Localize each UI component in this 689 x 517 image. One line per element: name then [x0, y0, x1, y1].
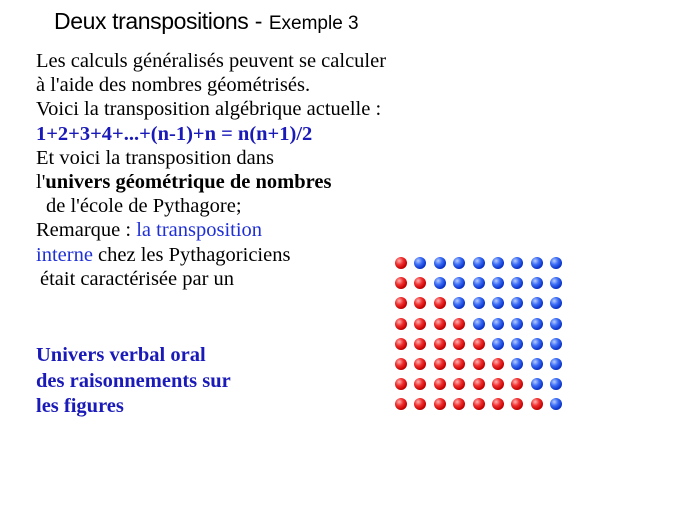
blue-pebble: [531, 257, 543, 269]
red-pebble: [395, 277, 407, 289]
blue-pebble: [550, 318, 562, 330]
blue-pebble: [492, 277, 504, 289]
red-pebble: [395, 257, 407, 269]
red-pebble: [511, 378, 523, 390]
blue-pebble: [511, 338, 523, 350]
text-line-5: Et voici la transposition dans: [36, 146, 274, 169]
blue-pebble: [453, 297, 465, 309]
blue-pebble: [473, 318, 485, 330]
blue-pebble: [511, 277, 523, 289]
red-pebble: [414, 338, 426, 350]
blue-pebble: [550, 358, 562, 370]
text-line-2: à l'aide des nombres géométrisés.: [36, 74, 311, 97]
text-line-10: était caractérisée par un: [40, 267, 235, 290]
text-line-6: [36, 170, 386, 194]
blue-pebble: [453, 277, 465, 289]
red-pebble: [511, 398, 523, 410]
body-text: [36, 49, 386, 291]
blue-pebble: [492, 297, 504, 309]
blue-pebble: [453, 257, 465, 269]
blue-pebble: [550, 338, 562, 350]
blue-pebble: [492, 318, 504, 330]
blue-pebble: [550, 277, 562, 289]
remarque-label: Remarque :: [36, 219, 137, 242]
red-pebble: [434, 398, 446, 410]
blue-pebble: [531, 338, 543, 350]
red-pebble: [414, 398, 426, 410]
blue-pebble: [531, 318, 543, 330]
blue-pebble: [473, 277, 485, 289]
red-pebble: [453, 378, 465, 390]
blue-pebble: [550, 297, 562, 309]
blue-pebble: [550, 398, 562, 410]
verbal-line-2: des raisonnements sur: [36, 369, 231, 392]
blue-pebble: [550, 257, 562, 269]
title-separator: -: [248, 8, 269, 34]
transposition-highlight: la transposition: [136, 219, 263, 242]
blue-pebble: [531, 378, 543, 390]
red-pebble: [414, 318, 426, 330]
blue-pebble: [434, 277, 446, 289]
red-pebble: [473, 338, 485, 350]
text-line-6-prefix: l': [36, 170, 46, 193]
red-pebble: [395, 398, 407, 410]
interne-highlight: interne: [36, 243, 93, 266]
red-pebble: [453, 358, 465, 370]
red-pebble: [434, 318, 446, 330]
blue-pebble: [511, 318, 523, 330]
text-line-1: Les calculs généralisés peuvent se calculer: [36, 50, 387, 72]
univers-geometrique-text: univers géométrique de nombres: [45, 170, 332, 193]
red-pebble: [492, 358, 504, 370]
text-line-9-rest: chez les Pythagoriciens: [92, 243, 291, 266]
red-pebble: [395, 297, 407, 309]
slide-title: [54, 8, 359, 35]
red-pebble: [453, 338, 465, 350]
text-line-3: Voici la transposition algébrique actuelle :: [36, 98, 382, 121]
blue-pebble: [531, 297, 543, 309]
red-pebble: [414, 277, 426, 289]
verbal-universe-block: [36, 343, 231, 420]
blue-pebble: [473, 297, 485, 309]
red-pebble: [414, 378, 426, 390]
red-pebble: [473, 398, 485, 410]
text-line-8: [36, 218, 386, 242]
red-pebble: [492, 378, 504, 390]
red-pebble: [434, 297, 446, 309]
red-pebble: [414, 297, 426, 309]
triangular-number-dot-grid: [395, 257, 562, 410]
text-line-9: [36, 243, 386, 267]
blue-pebble: [492, 338, 504, 350]
red-pebble: [434, 378, 446, 390]
blue-pebble: [550, 378, 562, 390]
blue-pebble: [434, 257, 446, 269]
blue-pebble: [511, 358, 523, 370]
red-pebble: [453, 398, 465, 410]
blue-pebble: [414, 257, 426, 269]
red-pebble: [453, 318, 465, 330]
red-pebble: [395, 338, 407, 350]
red-pebble: [434, 338, 446, 350]
red-pebble: [395, 318, 407, 330]
red-pebble: [492, 398, 504, 410]
blue-pebble: [492, 257, 504, 269]
verbal-line-1: Univers verbal oral: [36, 344, 206, 366]
blue-pebble: [473, 257, 485, 269]
red-pebble: [395, 378, 407, 390]
title-subtitle: Exemple 3: [268, 13, 359, 34]
text-line-7: de l'école de Pythagore;: [46, 195, 242, 218]
red-pebble: [434, 358, 446, 370]
title-main: Deux transpositions: [54, 8, 249, 34]
blue-pebble: [511, 297, 523, 309]
blue-pebble: [511, 257, 523, 269]
red-pebble: [414, 358, 426, 370]
formula-line: 1+2+3+4+...+(n-1)+n = n(n+1)/2: [36, 122, 313, 145]
red-pebble: [473, 378, 485, 390]
red-pebble: [395, 358, 407, 370]
red-pebble: [473, 358, 485, 370]
verbal-line-3: les figures: [36, 395, 124, 417]
blue-pebble: [531, 358, 543, 370]
red-pebble: [531, 398, 543, 410]
blue-pebble: [531, 277, 543, 289]
